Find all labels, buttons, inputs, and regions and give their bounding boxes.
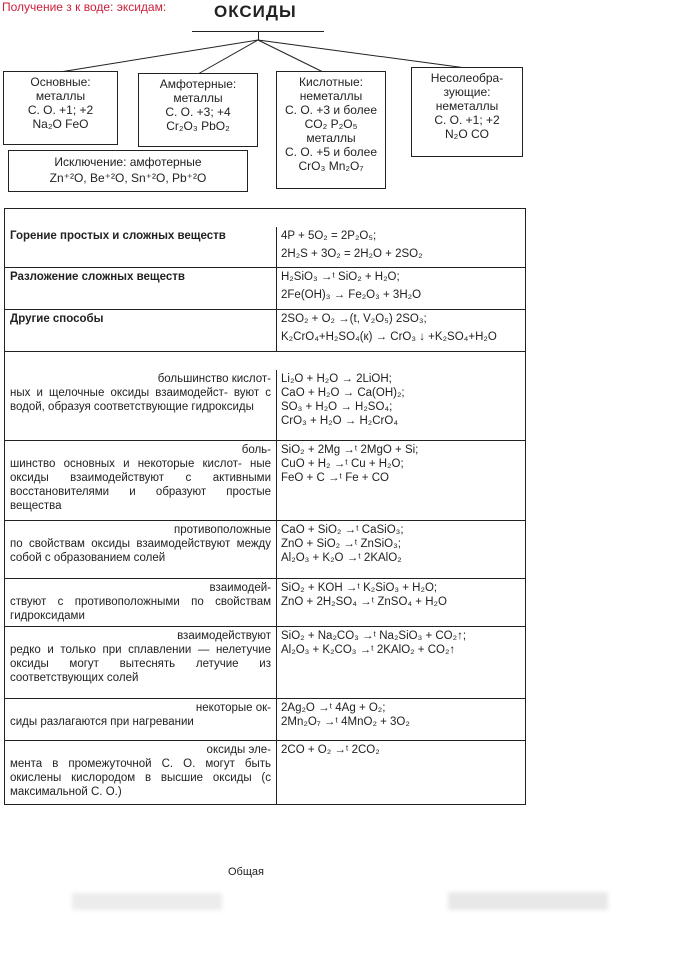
category-acidic [276,71,386,189]
property-description [5,441,277,520]
production-row [5,227,525,267]
property-equations [277,370,525,440]
equation: 4P + 5O₂ = 2P₂O₅; [281,230,377,242]
equation: SO₃ + H₂O → H₂SO₄; [281,401,393,413]
production-method: Другие способы [5,310,277,351]
equation: CrO₃ + H₂O → H₂CrO₄ [281,415,399,427]
blurred-text-right [448,892,608,910]
equation: 2Ag₂O →ᵗ 4Ag + O₂; [281,702,386,714]
table-spacer-row [5,351,525,370]
equation: Al₂O₃ + K₂O →ᵗ 2KAlO₂ [281,552,402,564]
category-line: Na₂O FeO [32,117,89,131]
oxides-table [4,208,526,805]
property-text: по свойствам оксиды взаимодействуют между собой с образованием солей [10,538,271,564]
equation: CaO + SiO₂ →ᵗ CaSiO₃; [281,524,404,536]
property-description [5,579,277,626]
category-amphoteric [138,73,258,147]
property-equations [277,441,525,520]
property-equations [277,627,525,698]
category-line: N₂O CO [445,127,489,141]
equation: SiO₂ + Na₂CO₃ →ᵗ Na₂SiO₃ + CO₂↑; [281,630,467,642]
property-first-line: противоположные [173,524,271,536]
tree-branches [0,0,688,80]
equation: ZnO + SiO₂ →ᵗ ZnSiO₃; [281,538,401,550]
equation: 2H₂S + 3O₂ = 2H₂O + 2SO₂ [281,248,423,260]
equation: FeO + C →ᵗ Fe + CO [281,472,389,484]
property-description [5,699,277,740]
property-equations [277,699,525,740]
category-line: С. О. +5 и более [284,145,378,159]
property-text: ных и щелочные оксиды взаимодейст- вуют с водой, образуя соответствующие гидроксиды [10,387,271,413]
equation: 2SO₂ + O₂ →(t, V₂O₅) 2SO₃; [281,313,427,325]
property-text: редко и только при сплавлении — нелетучие оксиды могут вытеснять летучие из соответствующих солей [10,644,271,684]
property-description [5,627,277,698]
category-line: неметаллы [299,89,363,103]
property-first-line: взаимодей- [209,582,271,594]
property-first-line: оксиды эле- [206,744,271,756]
property-row [5,520,525,578]
production-equations [277,227,525,267]
equation: CaO + H₂O → Ca(OH)₂; [281,387,405,399]
category-line: С. О. +3 и более [284,103,378,117]
exception-box [8,150,248,192]
category-line: Cr₂O₃ PbO₂ [166,119,230,133]
exception-line-1: Исключение: амфотерные [54,155,202,169]
property-row [5,740,525,804]
category-line: CO₂ P₂O₅ [304,117,358,131]
category-line: Основные: [30,75,91,89]
property-equations [277,579,525,626]
production-equations [277,310,525,351]
property-first-line: взаимодействуют [177,630,271,642]
equation: SiO₂ + 2Mg →ᵗ 2MgO + Si; [281,444,419,456]
production-method: Разложение сложных веществ [5,268,277,309]
category-line: С. О. +1; +2 [27,103,94,117]
property-description [5,370,277,440]
table-header-row [5,209,525,227]
property-text: мента в промежуточной С. О. могут быть окислены кислородом в высшие оксиды (с максимальной С. О.) [10,758,271,798]
category-line: неметаллы [435,99,499,113]
equation: 2Mn₂O₇ →ᵗ 4MnO₂ + 3O₂ [281,716,410,728]
property-first-line: некоторые ок- [195,702,271,714]
equation: Al₂O₃ + K₂CO₃ →ᵗ 2KAlO₂ + CO₂↑ [281,644,456,656]
category-line: Кислотные: [299,75,363,89]
property-equations [277,741,525,804]
category-line: металлы [35,89,86,103]
equation: 2CO + O₂ →ᵗ 2CO₂ [281,744,380,756]
property-first-line: боль- [241,444,271,456]
production-equations [277,268,525,309]
production-method: Горение простых и сложных веществ [5,227,277,267]
production-row [5,309,525,351]
category-line: Амфотерные: [159,77,237,91]
equation: SiO₂ + KOH →ᵗ K₂SiO₃ + H₂O; [281,582,438,594]
category-line: CrO₃ Mn₂O₇ [298,159,364,173]
category-non-salt-forming [411,67,523,157]
property-row [5,698,525,740]
category-line: Несолеобра- [430,71,504,85]
equation: H₂SiO₃ →ᵗ SiO₂ + H₂O; [281,271,400,283]
category-line: С. О. +1; +2 [434,113,500,127]
property-equations [277,521,525,578]
equation: 2Fe(OH)₃ → Fe₂O₃ + 3H₂O [281,289,422,301]
property-row [5,578,525,626]
red-header-label: Получение з к воде: эксидам: [2,0,167,14]
exception-line-2: Zn⁺²O, Be⁺²O, Sn⁺²O, Pb⁺²O [49,171,207,185]
category-line: металлы [173,91,223,105]
equation: CuO + H₂ →ᵗ Cu + H₂O; [281,458,404,470]
footer-label: Общая [228,866,264,878]
category-line: металлы [306,131,356,145]
property-text: шинство основных и некоторые кислот- ные оксиды взаимодействуют с активными восстановителями и образуют простые вещества [10,458,271,512]
blurred-text-left [72,893,222,910]
page-title: ОКСИДЫ [214,2,297,21]
property-description [5,521,277,578]
property-text: сиды разлагаются при нагревании [10,716,194,728]
equation: Li₂O + H₂O → 2LiOH; [281,373,392,385]
property-first-line: большинство кислот- [157,373,271,385]
equation: ZnO + 2H₂SO₄ →ᵗ ZnSO₄ + H₂O [281,596,447,608]
category-basic [3,71,118,145]
property-description [5,741,277,804]
equation: K₂CrO₄+H₂SO₄(к) → CrO₃ ↓ +K₂SO₄+H₂O [281,331,497,343]
category-line: С. О. +3; +4 [165,105,231,119]
production-row [5,267,525,309]
property-text: ствуют с противоположными по свойствам гидроксидами [10,596,271,622]
property-row [5,626,525,698]
category-line: зующие: [443,85,491,99]
property-row [5,440,525,520]
property-row [5,370,525,440]
